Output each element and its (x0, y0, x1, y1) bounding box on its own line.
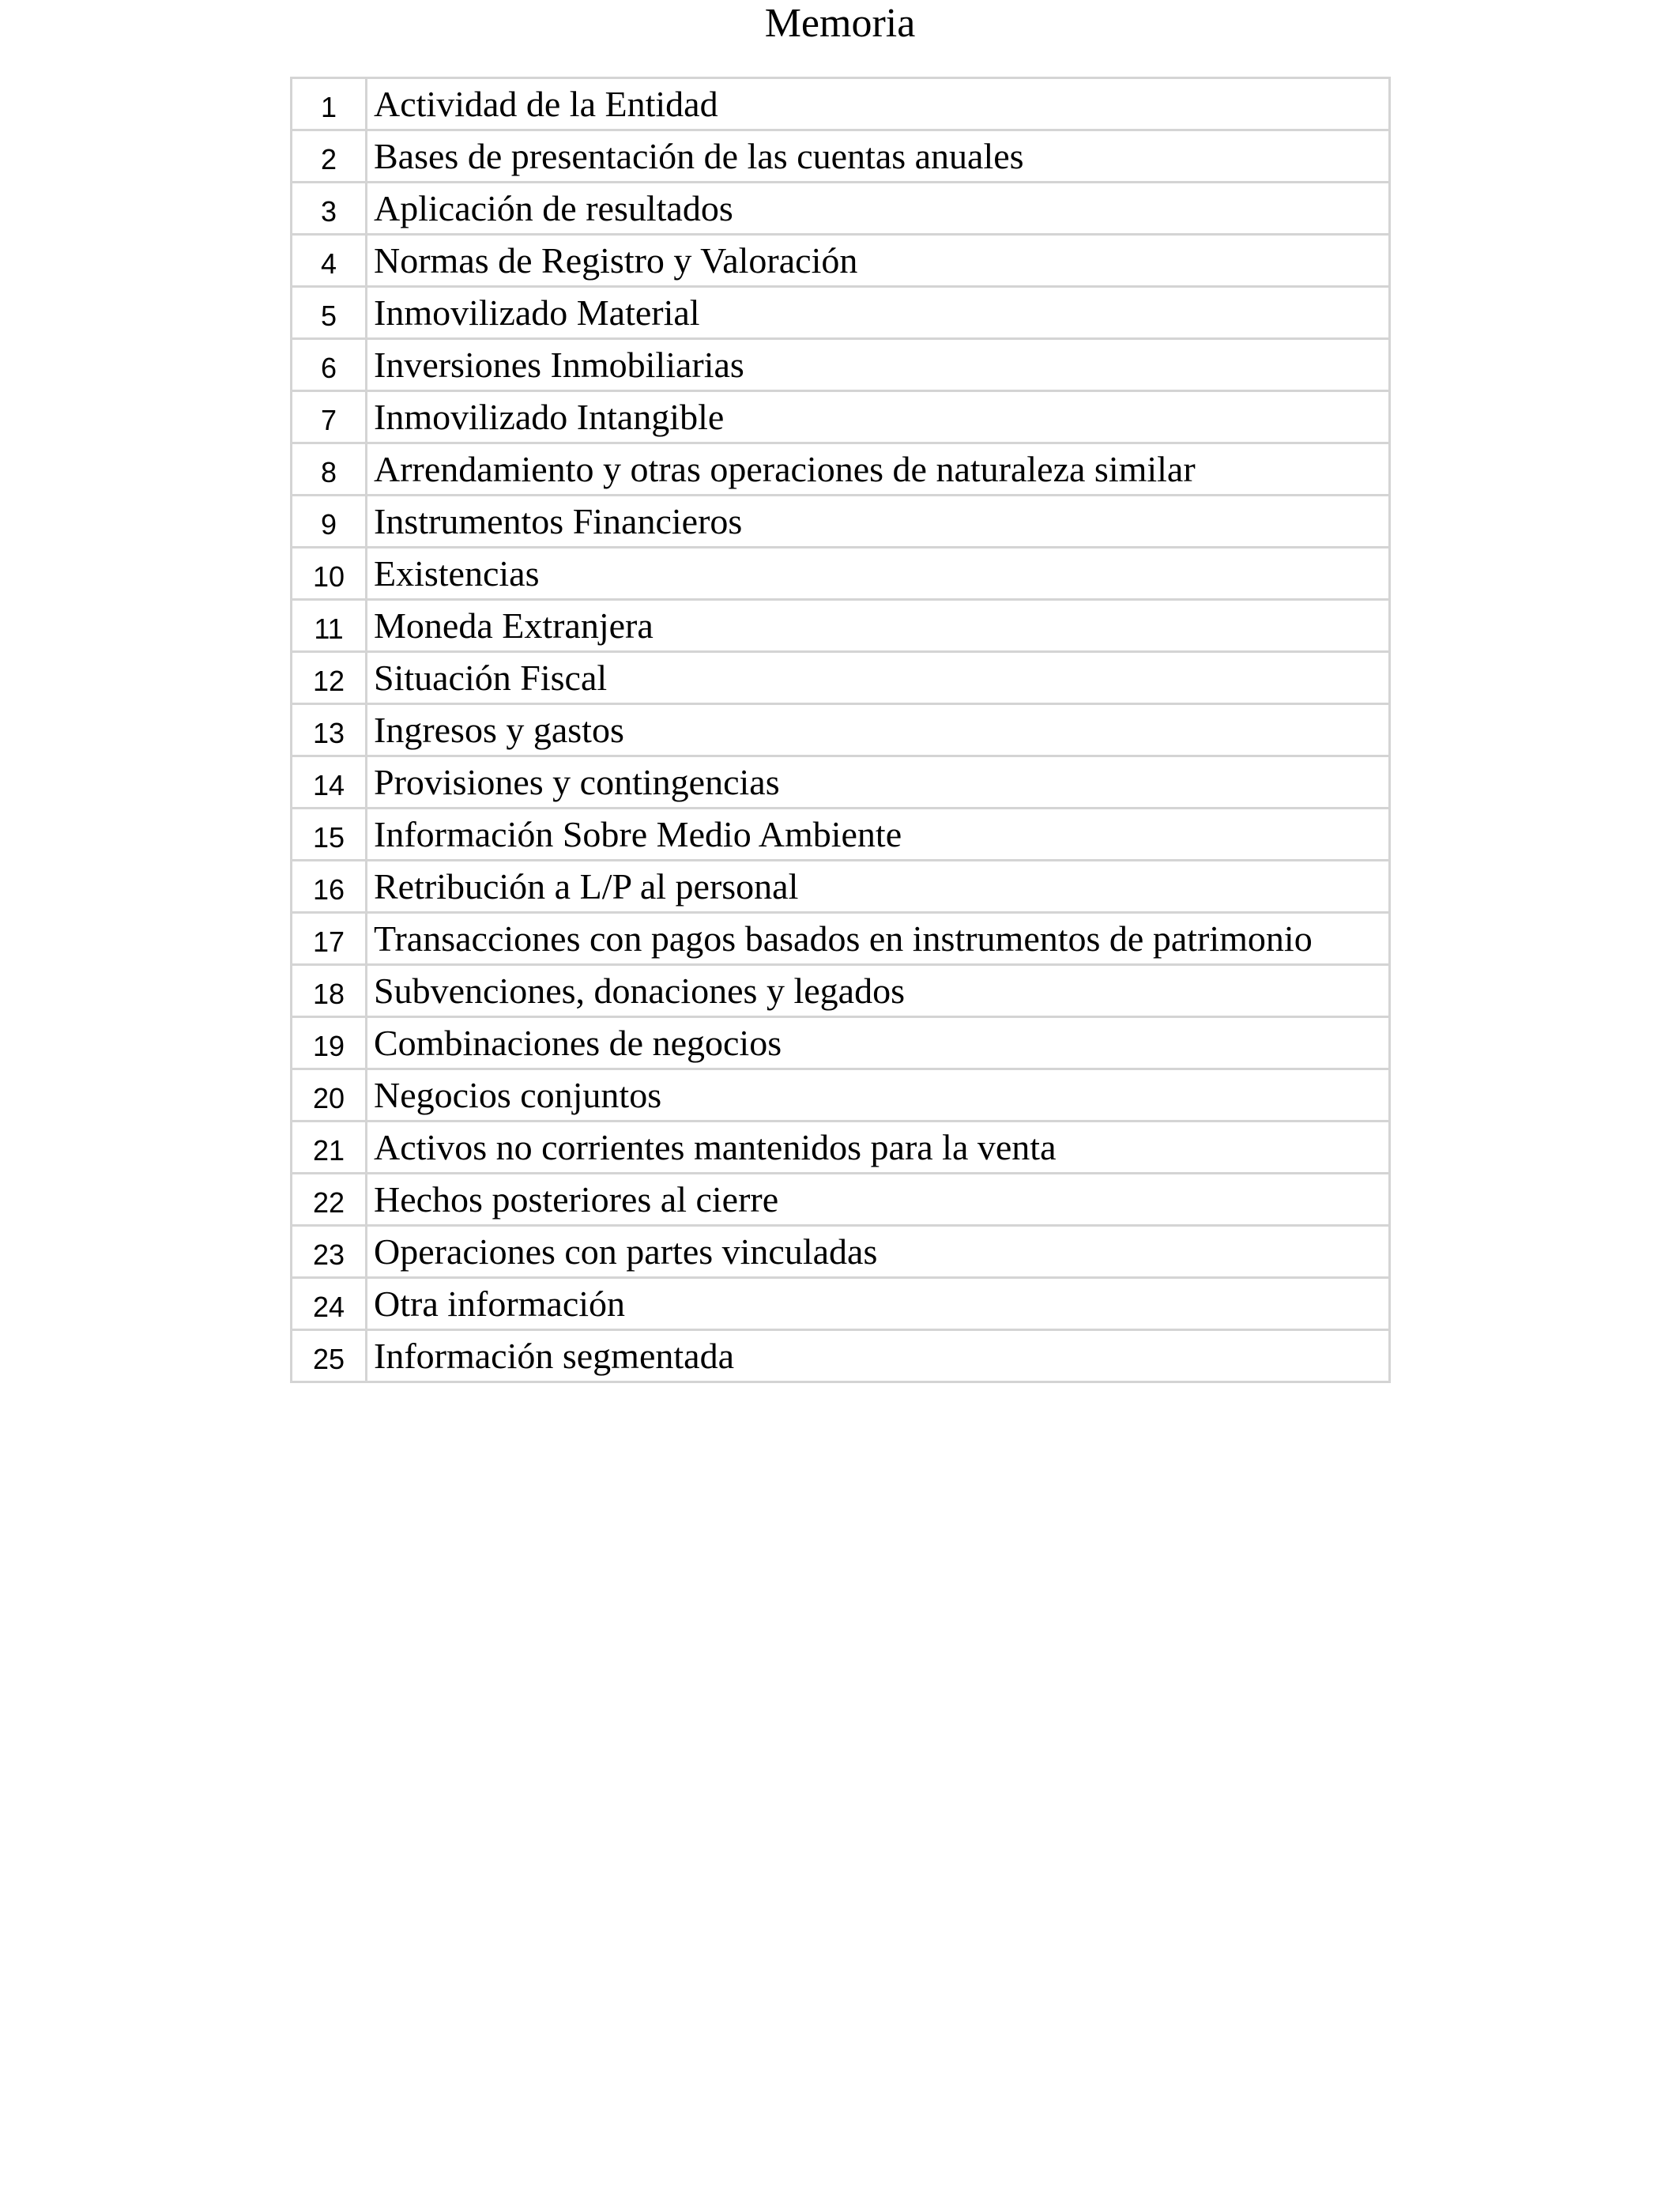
table-row (292, 496, 1390, 548)
section-title: Negocios conjuntos (367, 1069, 1390, 1122)
section-title: Provisiones y contingencias (367, 756, 1390, 809)
section-title: Información segmentada (367, 1330, 1390, 1382)
section-number: 6 (292, 339, 367, 391)
section-number: 20 (292, 1069, 367, 1122)
section-number: 10 (292, 548, 367, 600)
table-row (292, 235, 1390, 287)
section-title: Arrendamiento y otras operaciones de naturaleza similar (367, 443, 1390, 496)
section-title: Actividad de la Entidad (367, 78, 1390, 130)
section-title: Existencias (367, 548, 1390, 600)
table-row (292, 78, 1390, 130)
section-number: 9 (292, 496, 367, 548)
section-title: Instrumentos Financieros (367, 496, 1390, 548)
section-number: 1 (292, 78, 367, 130)
section-number: 3 (292, 183, 367, 235)
table-row (292, 391, 1390, 443)
section-title: Otra información (367, 1278, 1390, 1330)
section-number: 19 (292, 1017, 367, 1069)
section-number: 7 (292, 391, 367, 443)
table-row (292, 287, 1390, 339)
table-row (292, 1069, 1390, 1122)
section-title: Bases de presentación de las cuentas anuales (367, 130, 1390, 183)
section-title: Moneda Extranjera (367, 600, 1390, 652)
table-row (292, 1017, 1390, 1069)
section-number: 12 (292, 652, 367, 704)
section-title: Inmovilizado Intangible (367, 391, 1390, 443)
section-number: 13 (292, 704, 367, 756)
table-row (292, 1330, 1390, 1382)
section-number: 22 (292, 1174, 367, 1226)
sections-table (290, 77, 1391, 1383)
section-number: 11 (292, 600, 367, 652)
table-row (292, 809, 1390, 861)
table-row (292, 130, 1390, 183)
section-number: 24 (292, 1278, 367, 1330)
table-row (292, 1122, 1390, 1174)
table-row (292, 548, 1390, 600)
section-number: 23 (292, 1226, 367, 1278)
section-number: 4 (292, 235, 367, 287)
section-number: 14 (292, 756, 367, 809)
section-number: 21 (292, 1122, 367, 1174)
section-number: 8 (292, 443, 367, 496)
section-number: 17 (292, 913, 367, 965)
table-row (292, 600, 1390, 652)
section-number: 15 (292, 809, 367, 861)
section-number: 2 (292, 130, 367, 183)
table-row (292, 339, 1390, 391)
section-number: 5 (292, 287, 367, 339)
section-number: 18 (292, 965, 367, 1017)
section-title: Retribución a L/P al personal (367, 861, 1390, 913)
page-title: Memoria (764, 1, 916, 46)
section-title: Operaciones con partes vinculadas (367, 1226, 1390, 1278)
section-title: Activos no corrientes mantenidos para la venta (367, 1122, 1390, 1174)
table-row (292, 704, 1390, 756)
section-title: Normas de Registro y Valoración (367, 235, 1390, 287)
section-title: Inmovilizado Material (367, 287, 1390, 339)
table-row (292, 756, 1390, 809)
section-title: Inversiones Inmobiliarias (367, 339, 1390, 391)
table-row (292, 183, 1390, 235)
section-title: Hechos posteriores al cierre (367, 1174, 1390, 1226)
sections-table-body (292, 78, 1390, 1382)
table-row (292, 1174, 1390, 1226)
section-title: Combinaciones de negocios (367, 1017, 1390, 1069)
table-row (292, 652, 1390, 704)
table-row (292, 443, 1390, 496)
table-row (292, 965, 1390, 1017)
section-title: Ingresos y gastos (367, 704, 1390, 756)
table-row (292, 913, 1390, 965)
table-row (292, 1226, 1390, 1278)
section-number: 16 (292, 861, 367, 913)
section-title: Situación Fiscal (367, 652, 1390, 704)
section-number: 25 (292, 1330, 367, 1382)
section-title: Transacciones con pagos basados en instrumentos de patrimonio (367, 913, 1390, 965)
section-title: Información Sobre Medio Ambiente (367, 809, 1390, 861)
table-row (292, 1278, 1390, 1330)
table-row (292, 861, 1390, 913)
section-title: Aplicación de resultados (367, 183, 1390, 235)
section-title: Subvenciones, donaciones y legados (367, 965, 1390, 1017)
